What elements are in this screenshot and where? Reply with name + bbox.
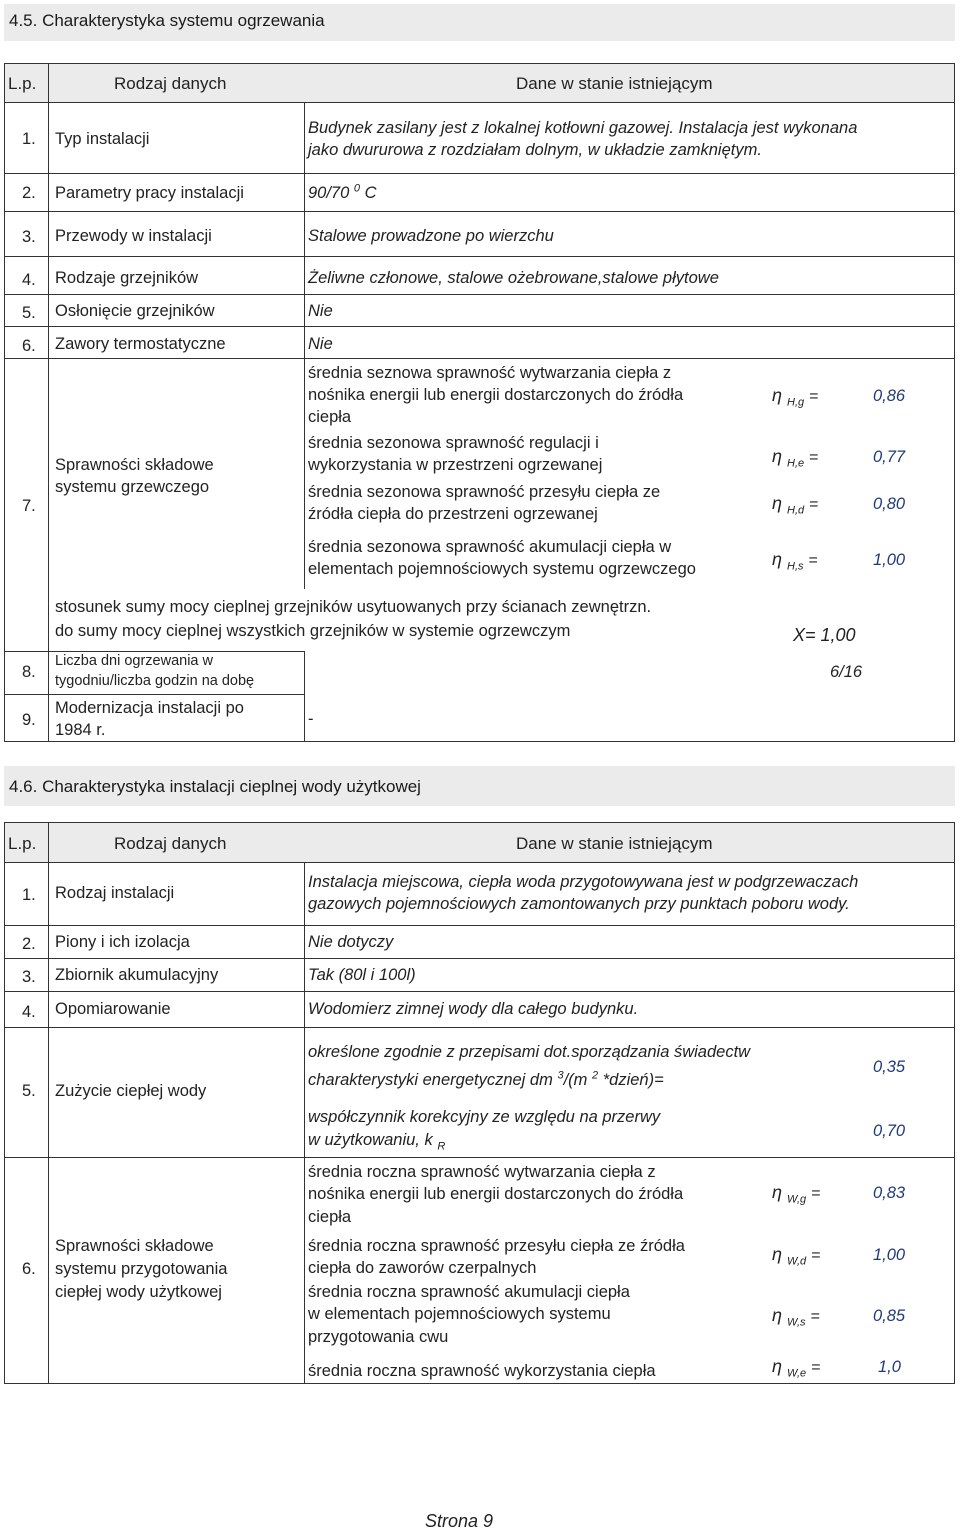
row-label: Parametry pracy instalacji	[55, 184, 244, 202]
row-label: systemu grzewczego	[55, 478, 210, 496]
efficiency-desc: ciepła	[308, 1208, 352, 1226]
efficiency-symbol: η $_{H,e}$ =	[772, 446, 819, 470]
row-number: 8.	[22, 663, 36, 681]
efficiency-value: 0,86	[873, 387, 906, 405]
row-label: Sprawności składowe	[55, 456, 214, 474]
usage-desc: współczynnik korekcyjny ze względu na przerwy	[308, 1108, 661, 1126]
row-number: 1.	[22, 130, 36, 148]
efficiency-symbol: η $_{H,d}$ =	[772, 493, 819, 517]
efficiency-desc: ciepła do zaworów czerpalnych	[308, 1259, 537, 1277]
ratio-desc: do sumy mocy cieplnej wszystkich grzejników w systemie ogrzewczym	[55, 622, 571, 640]
row-label: systemu przygotowania	[55, 1260, 228, 1278]
efficiency-desc: średnia seznowa sprawność wytwarzania ciepła z	[308, 364, 672, 382]
efficiency-value: 0,83	[873, 1184, 906, 1202]
efficiency-value: 1,00	[873, 1246, 906, 1264]
row-number: 1.	[22, 886, 36, 904]
row-value: Instalacja miejscowa, ciepła woda przygotowywana jest w podgrzewaczach	[308, 873, 859, 891]
row-label: Opomiarowanie	[55, 1000, 171, 1018]
efficiency-desc: nośnika energii lub energii dostarczonych do źródła	[308, 386, 684, 404]
row-label: tygodniu/liczba godzin na dobę	[55, 673, 255, 689]
row-number: 4.	[22, 1003, 36, 1021]
row-value: Nie	[308, 302, 333, 320]
efficiency-desc: średnia sezonowa sprawność akumulacji ciepła w	[308, 538, 672, 556]
table1-header-data: Dane w stanie istniejącym	[516, 74, 713, 93]
efficiency-symbol: η $_{W,s}$ =	[772, 1305, 820, 1329]
row-label: Zużycie ciepłej wody	[55, 1082, 207, 1100]
usage-desc: w użytkowaniu, k $_R$	[308, 1131, 446, 1153]
usage-value: 0,35	[873, 1058, 906, 1076]
efficiency-desc: nośnika energii lub energii dostarczonych do źródła	[308, 1185, 684, 1203]
row-number: 5.	[22, 304, 36, 322]
efficiency-symbol: η $_{W,e}$ =	[772, 1356, 821, 1380]
row-value: Nie dotyczy	[308, 933, 394, 951]
row-value: gazowych pojemnościowych zamontowanych przy punktach poboru wody.	[308, 895, 850, 913]
row-label: Osłonięcie grzejników	[55, 302, 215, 320]
row-value: Nie	[308, 335, 333, 353]
section-46-title: 4.6. Charakterystyka instalacji cieplnej wody użytkowej	[9, 777, 421, 796]
efficiency-symbol: η $_{W,d}$ =	[772, 1244, 821, 1268]
row-label: Typ instalacji	[55, 130, 150, 148]
usage-desc: określone zgodnie z przepisami dot.sporządzania świadectw	[308, 1043, 751, 1061]
efficiency-symbol: η $_{H,s}$ =	[772, 549, 818, 573]
row-label: ciepłej wody użytkowej	[55, 1283, 222, 1301]
efficiency-value: 1,0	[878, 1358, 901, 1376]
efficiency-desc: źródła ciepła do przestrzeni ogrzewanej	[308, 505, 598, 523]
usage-value: 0,70	[873, 1122, 906, 1140]
ratio-desc: stosunek sumy mocy cieplnej grzejników usytuowanych przy ścianach zewnętrzn.	[55, 598, 652, 616]
row-label: Modernizacja instalacji po	[55, 699, 244, 717]
row-label: 1984 r.	[55, 721, 106, 739]
section-45-title: 4.5. Charakterystyka systemu ogrzewania	[9, 11, 325, 30]
table1-header-type: Rodzaj danych	[114, 74, 227, 93]
row-number: 6.	[22, 337, 36, 355]
efficiency-desc: elementach pojemnościowych systemu ogrzewczego	[308, 560, 696, 578]
row-number: 5.	[22, 1082, 36, 1100]
efficiency-desc: średnia roczna sprawność wytwarzania ciepła z	[308, 1163, 656, 1181]
row-value: Tak (80l i 100l)	[308, 966, 416, 984]
row-value: Stalowe prowadzone po wierzchu	[308, 227, 554, 245]
row-label: Zbiornik akumulacyjny	[55, 966, 219, 984]
table2-header-data: Dane w stanie istniejącym	[516, 834, 713, 853]
row-value: Wodomierz zimnej wody dla całego budynku.	[308, 1000, 639, 1018]
row-value: jako dwururowa z rozdziałam dolnym, w układzie zamkniętym.	[308, 141, 762, 159]
table2-header-type: Rodzaj danych	[114, 834, 227, 853]
row-label: Rodzaje grzejników	[55, 269, 199, 287]
efficiency-desc: średnia roczna sprawność przesyłu ciepła ze źródła	[308, 1237, 685, 1255]
efficiency-desc: ciepła	[308, 408, 352, 426]
efficiency-desc: średnia roczna sprawność wykorzystania ciepła	[308, 1362, 656, 1380]
efficiency-symbol: η $_{H,g}$ =	[772, 385, 819, 409]
row-number: 9.	[22, 711, 36, 729]
efficiency-desc: średnia sezonowa sprawność regulacji i	[308, 434, 599, 452]
row-label: Piony i ich izolacja	[55, 933, 190, 951]
efficiency-desc: średnia sezonowa sprawność przesyłu ciepła ze	[308, 483, 661, 501]
ratio-value: X= 1,00	[793, 625, 856, 645]
usage-desc: charakterystyki energetycznej dm $^3$/(m $^2$ *dzień)=	[308, 1069, 664, 1089]
efficiency-value: 0,80	[873, 495, 906, 513]
efficiency-desc: średnia roczna sprawność akumulacji ciepła	[308, 1283, 630, 1301]
row-number: 6.	[22, 1260, 36, 1278]
efficiency-symbol: η $_{W,g}$ =	[772, 1182, 821, 1206]
row-value: -	[308, 710, 314, 728]
efficiency-desc: w elementach pojemnościowych systemu	[308, 1305, 611, 1323]
efficiency-value: 1,00	[873, 551, 906, 569]
table2-header-lp: L.p.	[8, 834, 37, 853]
row-value: Budynek zasilany jest z lokalnej kotłowni gazowej. Instalacja jest wykonana	[308, 119, 858, 137]
row-number: 4.	[22, 271, 36, 289]
row-label: Przewody w instalacji	[55, 227, 212, 245]
row-value: 6/16	[830, 663, 863, 681]
page-number: Strona 9	[425, 1511, 494, 1531]
row-value: Żeliwne członowe, stalowe ożebrowane,stalowe płytowe	[308, 269, 719, 287]
row-label: Sprawności składowe	[55, 1237, 214, 1255]
efficiency-value: 0,85	[873, 1307, 906, 1325]
efficiency-desc: wykorzystania w przestrzeni ogrzewanej	[308, 456, 603, 474]
row-number: 2.	[22, 184, 36, 202]
row-label: Liczba dni ogrzewania w	[55, 653, 213, 669]
row-number: 3.	[22, 228, 36, 246]
row-value: 90/70 $^0$ C	[308, 182, 377, 202]
efficiency-value: 0,77	[873, 448, 906, 466]
row-label: Rodzaj instalacji	[55, 884, 175, 902]
row-number: 3.	[22, 968, 36, 986]
table1-header-lp: L.p.	[8, 74, 37, 93]
efficiency-desc: przygotowania cwu	[308, 1328, 449, 1346]
row-number: 7.	[22, 497, 36, 515]
row-number: 2.	[22, 935, 36, 953]
row-label: Zawory termostatyczne	[55, 335, 226, 353]
